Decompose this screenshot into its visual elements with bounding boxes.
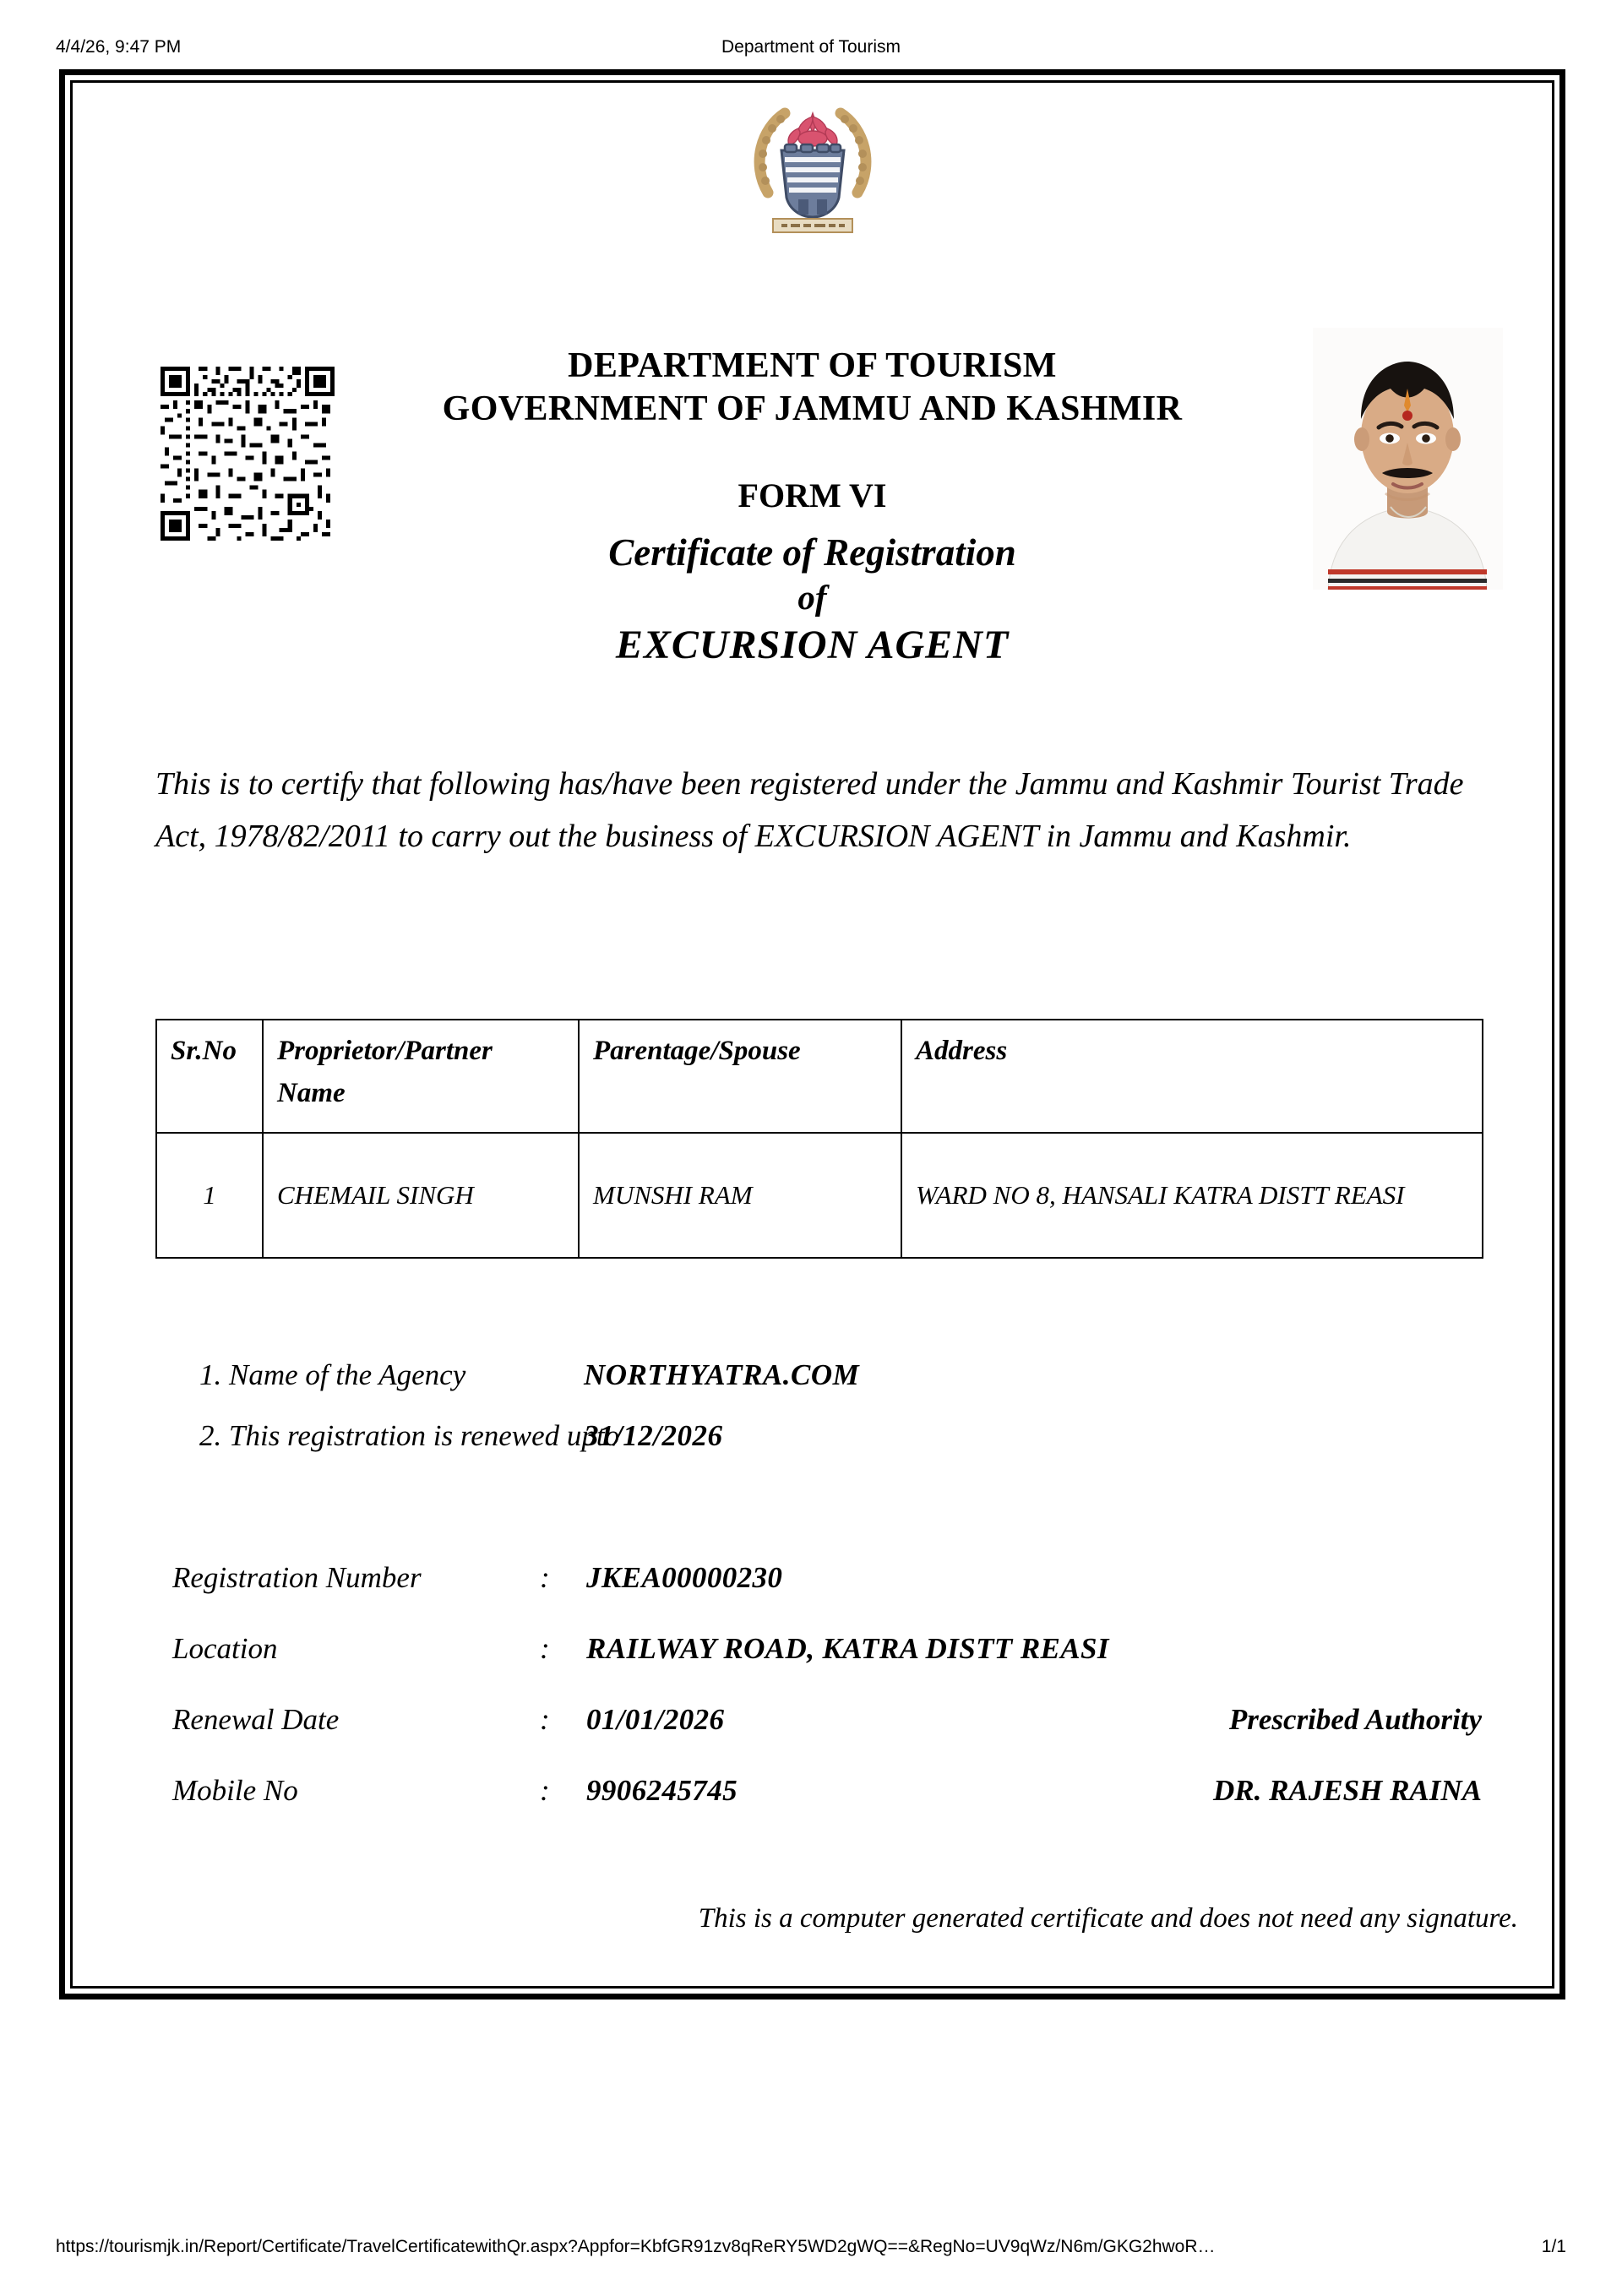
numbered-items — [199, 1358, 1467, 1480]
numbered-item-renewed-upto — [199, 1419, 1467, 1480]
registration-number-colon: : — [540, 1561, 550, 1594]
mobile-no-colon: : — [540, 1774, 550, 1807]
numbered-item-agency — [199, 1358, 1467, 1419]
computer-generated-note: This is a computer generated certificate and does not need any signature. — [698, 1903, 1518, 1934]
registration-number-label: Registration Number — [172, 1561, 422, 1594]
renewal-date-colon: : — [540, 1703, 550, 1736]
cell-address: WARD NO 8, HANSALI KATRA DISTT REASI — [901, 1133, 1483, 1258]
print-header-timestamp: 4/4/26, 9:47 PM — [56, 37, 182, 57]
prescribed-authority-name: DR. RAJESH RAINA — [1212, 1774, 1482, 1807]
certificate-frame-inner — [70, 80, 1554, 1989]
print-footer — [0, 2237, 1622, 2264]
registration-details — [155, 1561, 1490, 1845]
renewal-date-value: 01/01/2026 — [586, 1703, 725, 1736]
mobile-no-label: Mobile No — [172, 1774, 298, 1807]
column-header-address: Address — [901, 1020, 1483, 1133]
proprietor-table — [155, 1019, 1483, 1259]
department-line-1: DEPARTMENT OF TOURISM — [568, 346, 1057, 385]
location-colon: : — [540, 1632, 550, 1665]
location-value: RAILWAY ROAD, KATRA DISTT REASI — [586, 1632, 1109, 1665]
certificate-title-line-2: of — [797, 578, 827, 618]
cell-parentage: MUNSHI RAM — [579, 1133, 901, 1258]
government-emblem-icon — [743, 98, 883, 238]
cell-sr-no: 1 — [156, 1133, 263, 1258]
table-header-row — [156, 1020, 1483, 1133]
detail-row-mobile-no — [155, 1774, 1490, 1845]
agency-name-value: NORTHYATRA.COM — [584, 1358, 860, 1391]
certificate-body — [73, 83, 1552, 1986]
column-header-name: Proprietor/Partner Name — [263, 1020, 579, 1133]
certificate-title — [73, 529, 1552, 671]
print-footer-url: https://tourismjk.in/Report/Certificate/TravelCertificatewithQr.aspx?Appfor=KbfGR91zv8qReRY5WD2gWQ==&RegNo=UV9qWz/N6m/GKG2hwoR… — [56, 2237, 1216, 2256]
certificate-frame-outer — [59, 69, 1565, 1999]
column-header-parentage: Parentage/Spouse — [579, 1020, 901, 1133]
table-row — [156, 1133, 1483, 1258]
detail-row-renewal-date — [155, 1703, 1490, 1774]
mobile-no-value: 9906245745 — [586, 1774, 738, 1807]
agency-name-label: 1. Name of the Agency — [199, 1358, 466, 1391]
prescribed-authority-label: Prescribed Authority — [1228, 1703, 1482, 1736]
form-number: FORM VI — [738, 476, 887, 514]
print-header-title: Department of Tourism — [721, 37, 901, 57]
print-header — [0, 37, 1622, 63]
detail-row-location — [155, 1632, 1490, 1703]
detail-row-registration-number — [155, 1561, 1490, 1632]
table-header — [156, 1020, 1483, 1133]
certificate-title-line-3: EXCURSION AGENT — [615, 622, 1010, 667]
page-title — [73, 345, 1552, 431]
certificate-title-line-1: Certificate of Registration — [608, 531, 1016, 574]
renewed-upto-label: 2. This registration is renewed upto — [199, 1419, 620, 1452]
table-body — [156, 1133, 1483, 1258]
department-line-2: GOVERNMENT OF JAMMU AND KASHMIR — [442, 389, 1183, 429]
renewal-date-label: Renewal Date — [172, 1703, 340, 1736]
print-footer-page: 1/1 — [1541, 2237, 1566, 2256]
registration-number-value: JKEA00000230 — [586, 1561, 783, 1594]
location-label: Location — [172, 1632, 278, 1665]
cell-name: CHEMAIL SINGH — [263, 1133, 579, 1258]
renewed-upto-value: 31/12/2026 — [584, 1419, 723, 1452]
certification-paragraph: This is to certify that following has/have been registered under the Jammu and Kashmir Tourist Trade Act, 1978/82/2011 to carry out the business of EXCURSION AGENT in Jammu and Kashmir. — [155, 766, 1464, 854]
column-header-sr-no: Sr.No — [156, 1020, 263, 1133]
